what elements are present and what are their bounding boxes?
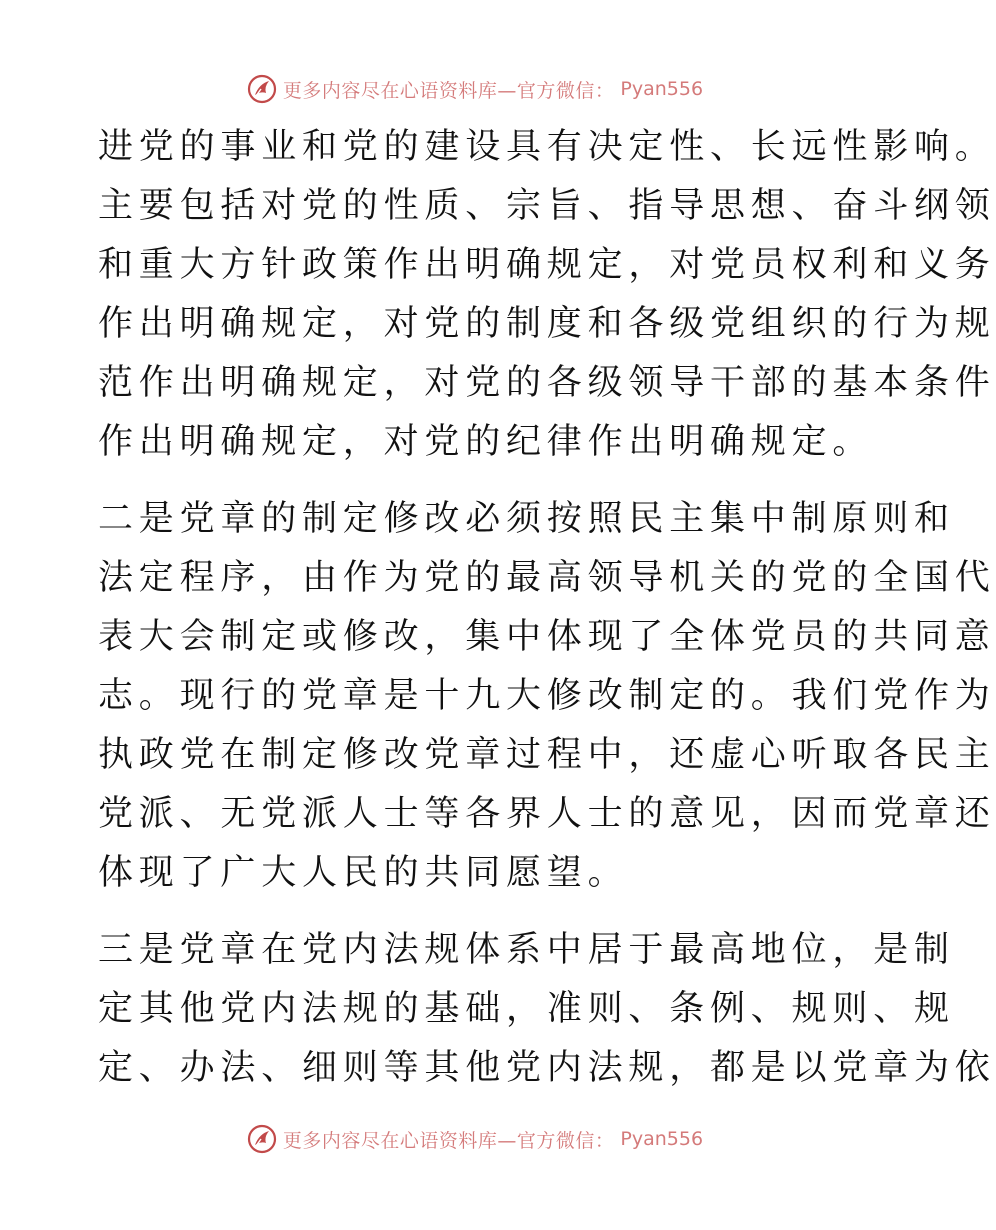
paragraph-2 xyxy=(98,490,996,903)
text-line: 进党的事业和党的建设具有决定性、长远性影响。 xyxy=(98,127,996,167)
text-line: 党派、无党派人士等各界人士的意见，因而党章还 xyxy=(98,794,996,834)
header-banner-text: 更多内容尽在心语资料库—官方微信： xyxy=(282,79,615,102)
text-line: 表大会制定或修改，集中体现了全体党员的共同意 xyxy=(98,617,996,657)
text-line: 执政党在制定修改党章过程中，还虚心听取各民主 xyxy=(98,735,996,775)
text-line: 三是党章在党内法规体系中居于最高地位，是制 xyxy=(98,930,955,970)
text-line: 法定程序，由作为党的最高领导机关的党的全国代 xyxy=(98,558,996,598)
text-line: 定其他党内法规的基础，准则、条例、规则、规 xyxy=(98,989,955,1029)
text-line: 体现了广大人民的共同愿望。 xyxy=(98,853,629,893)
text-line: 作出明确规定，对党的纪律作出明确规定。 xyxy=(98,422,874,462)
text-line: 范作出明确规定，对党的各级领导干部的基本条件 xyxy=(98,363,996,403)
paragraph-spacer xyxy=(98,472,858,490)
brand-logo-icon xyxy=(247,74,277,104)
brand-logo-icon xyxy=(247,1124,277,1154)
paragraph-spacer xyxy=(98,903,858,921)
paragraph-1 xyxy=(98,118,996,472)
paragraph-3 xyxy=(98,921,996,1098)
document-body xyxy=(98,118,996,1098)
text-line: 作出明确规定，对党的制度和各级党组织的行为规 xyxy=(98,304,996,344)
text-line: 二是党章的制定修改必须按照民主集中制原则和 xyxy=(98,499,955,539)
text-line: 主要包括对党的性质、宗旨、指导思想、奋斗纲领 xyxy=(98,186,996,226)
footer-banner-text: 更多内容尽在心语资料库—官方微信： xyxy=(282,1129,615,1152)
footer-wechat-id: Pyan556 xyxy=(620,1128,704,1150)
header-wechat-id: Pyan556 xyxy=(620,78,704,100)
header-banner xyxy=(0,72,950,106)
text-line: 志。现行的党章是十九大修改制定的。我们党作为 xyxy=(98,676,996,716)
text-line: 和重大方针政策作出明确规定，对党员权利和义务 xyxy=(98,245,996,285)
text-line: 定、办法、细则等其他党内法规，都是以党章为依 xyxy=(98,1048,996,1088)
footer-banner xyxy=(0,1122,950,1156)
